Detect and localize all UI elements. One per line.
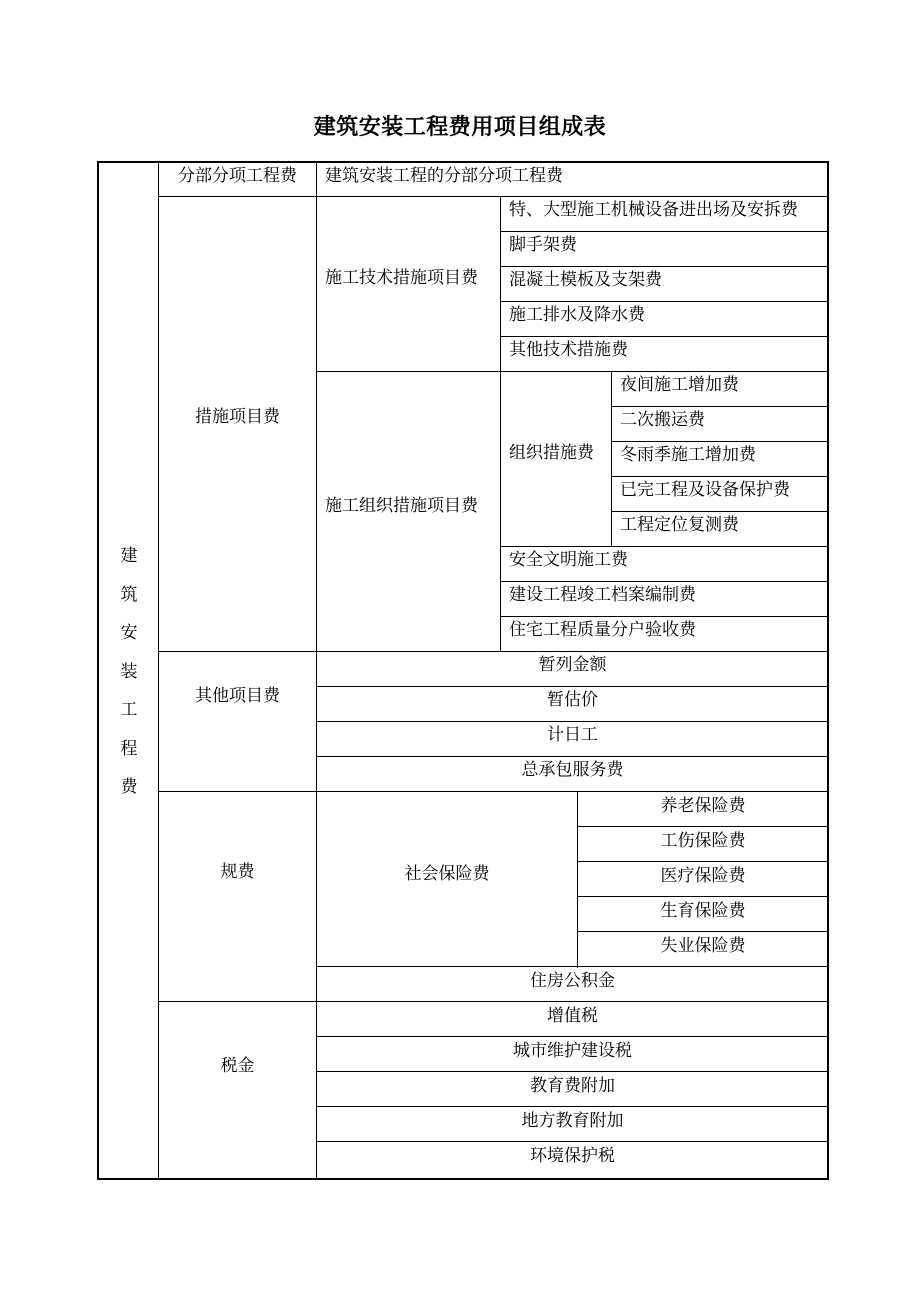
shuijin-item: 地方教育附加 [521,1111,624,1131]
root-label-char: 安 [120,623,138,643]
grid-line [316,721,828,722]
grid-line [611,441,828,442]
root-label-char: 程 [120,738,138,759]
grid-line [316,1071,828,1072]
grid-line [316,966,828,967]
root-label-char: 费 [120,777,138,797]
root-label-char: 装 [120,661,138,682]
org-measure-item: 建设工程竣工档案编制费 [509,585,696,605]
grid-line [316,1036,828,1037]
shuijin-item: 城市维护建设税 [513,1041,632,1061]
grid-line [577,896,828,897]
zuzhi-item: 工程定位复测费 [620,515,739,535]
grid-line [577,861,828,862]
grid-line [158,161,159,1180]
grid-line [500,231,828,232]
grid-line [158,651,828,652]
fenbu-description: 建筑安装工程的分部分项工程费 [325,166,563,186]
shebao-item: 失业保险费 [660,936,746,956]
grid-line [611,511,828,512]
grid-line [500,336,828,337]
root-label-char: 筑 [120,584,138,605]
tech-measure-item: 其他技术措施费 [509,340,628,360]
page-title: 建筑安装工程费用项目组成表 [313,115,607,140]
root-label-char: 建 [120,546,138,566]
subcategory-org-measures: 施工组织措施项目费 [325,496,478,516]
zuzhi-item: 已完工程及设备保护费 [620,480,790,500]
subcategory-tech-measures: 施工技术措施项目费 [325,268,478,288]
tech-measure-item: 脚手架费 [509,235,577,255]
grid-line [316,1141,828,1142]
grid-line [316,371,828,372]
grid-line [611,476,828,477]
root-category-label [100,537,158,807]
shebao-item: 生育保险费 [660,901,746,921]
grid-line [611,371,612,547]
org-measure-item: 住宅工程质量分户验收费 [509,620,696,640]
shebao-item: 工伤保险费 [660,831,746,851]
grid-line [500,581,828,582]
qita-item: 暂列金额 [538,655,607,675]
subcategory-zuzhi: 组织措施费 [509,443,594,463]
grid-line [611,406,828,407]
grid-line [316,756,828,757]
category-fenbu: 分部分项工程费 [178,166,297,186]
shuijin-item: 教育费附加 [530,1076,615,1096]
grid-line [500,546,828,547]
tech-measure-item: 混凝土模板及支架费 [509,270,662,290]
category-cuoshi: 措施项目费 [195,407,280,427]
tech-measure-item: 施工排水及降水费 [509,305,645,325]
category-guifei: 规费 [220,862,255,882]
grid-line [158,791,828,792]
grid-line [500,301,828,302]
gongjijin-item: 住房公积金 [530,971,615,991]
zuzhi-item: 夜间施工增加费 [620,375,739,395]
grid-line [500,266,828,267]
grid-line [158,1001,828,1002]
grid-line [577,931,828,932]
grid-line [500,616,828,617]
grid-line [158,196,828,197]
grid-line [316,686,828,687]
category-qita: 其他项目费 [195,686,280,706]
root-label-char: 工 [120,700,138,720]
grid-line [316,1106,828,1107]
grid-line [500,196,501,652]
org-measure-item: 安全文明施工费 [509,550,628,570]
subcategory-shebao: 社会保险费 [404,864,490,884]
shebao-item: 医疗保险费 [660,866,746,886]
category-shuijin: 税金 [220,1056,255,1076]
zuzhi-item: 冬雨季施工增加费 [620,445,756,465]
grid-line [577,826,828,827]
zuzhi-item: 二次搬运费 [620,410,705,430]
tech-measure-item: 特、大型施工机械设备进出场及安拆费 [509,200,798,220]
shebao-item: 养老保险费 [660,796,746,816]
shuijin-item: 增值税 [547,1006,598,1026]
qita-item: 计日工 [547,725,598,745]
shuijin-item: 环境保护税 [530,1146,615,1166]
qita-item: 总承包服务费 [521,760,624,780]
qita-item: 暂估价 [547,690,598,710]
